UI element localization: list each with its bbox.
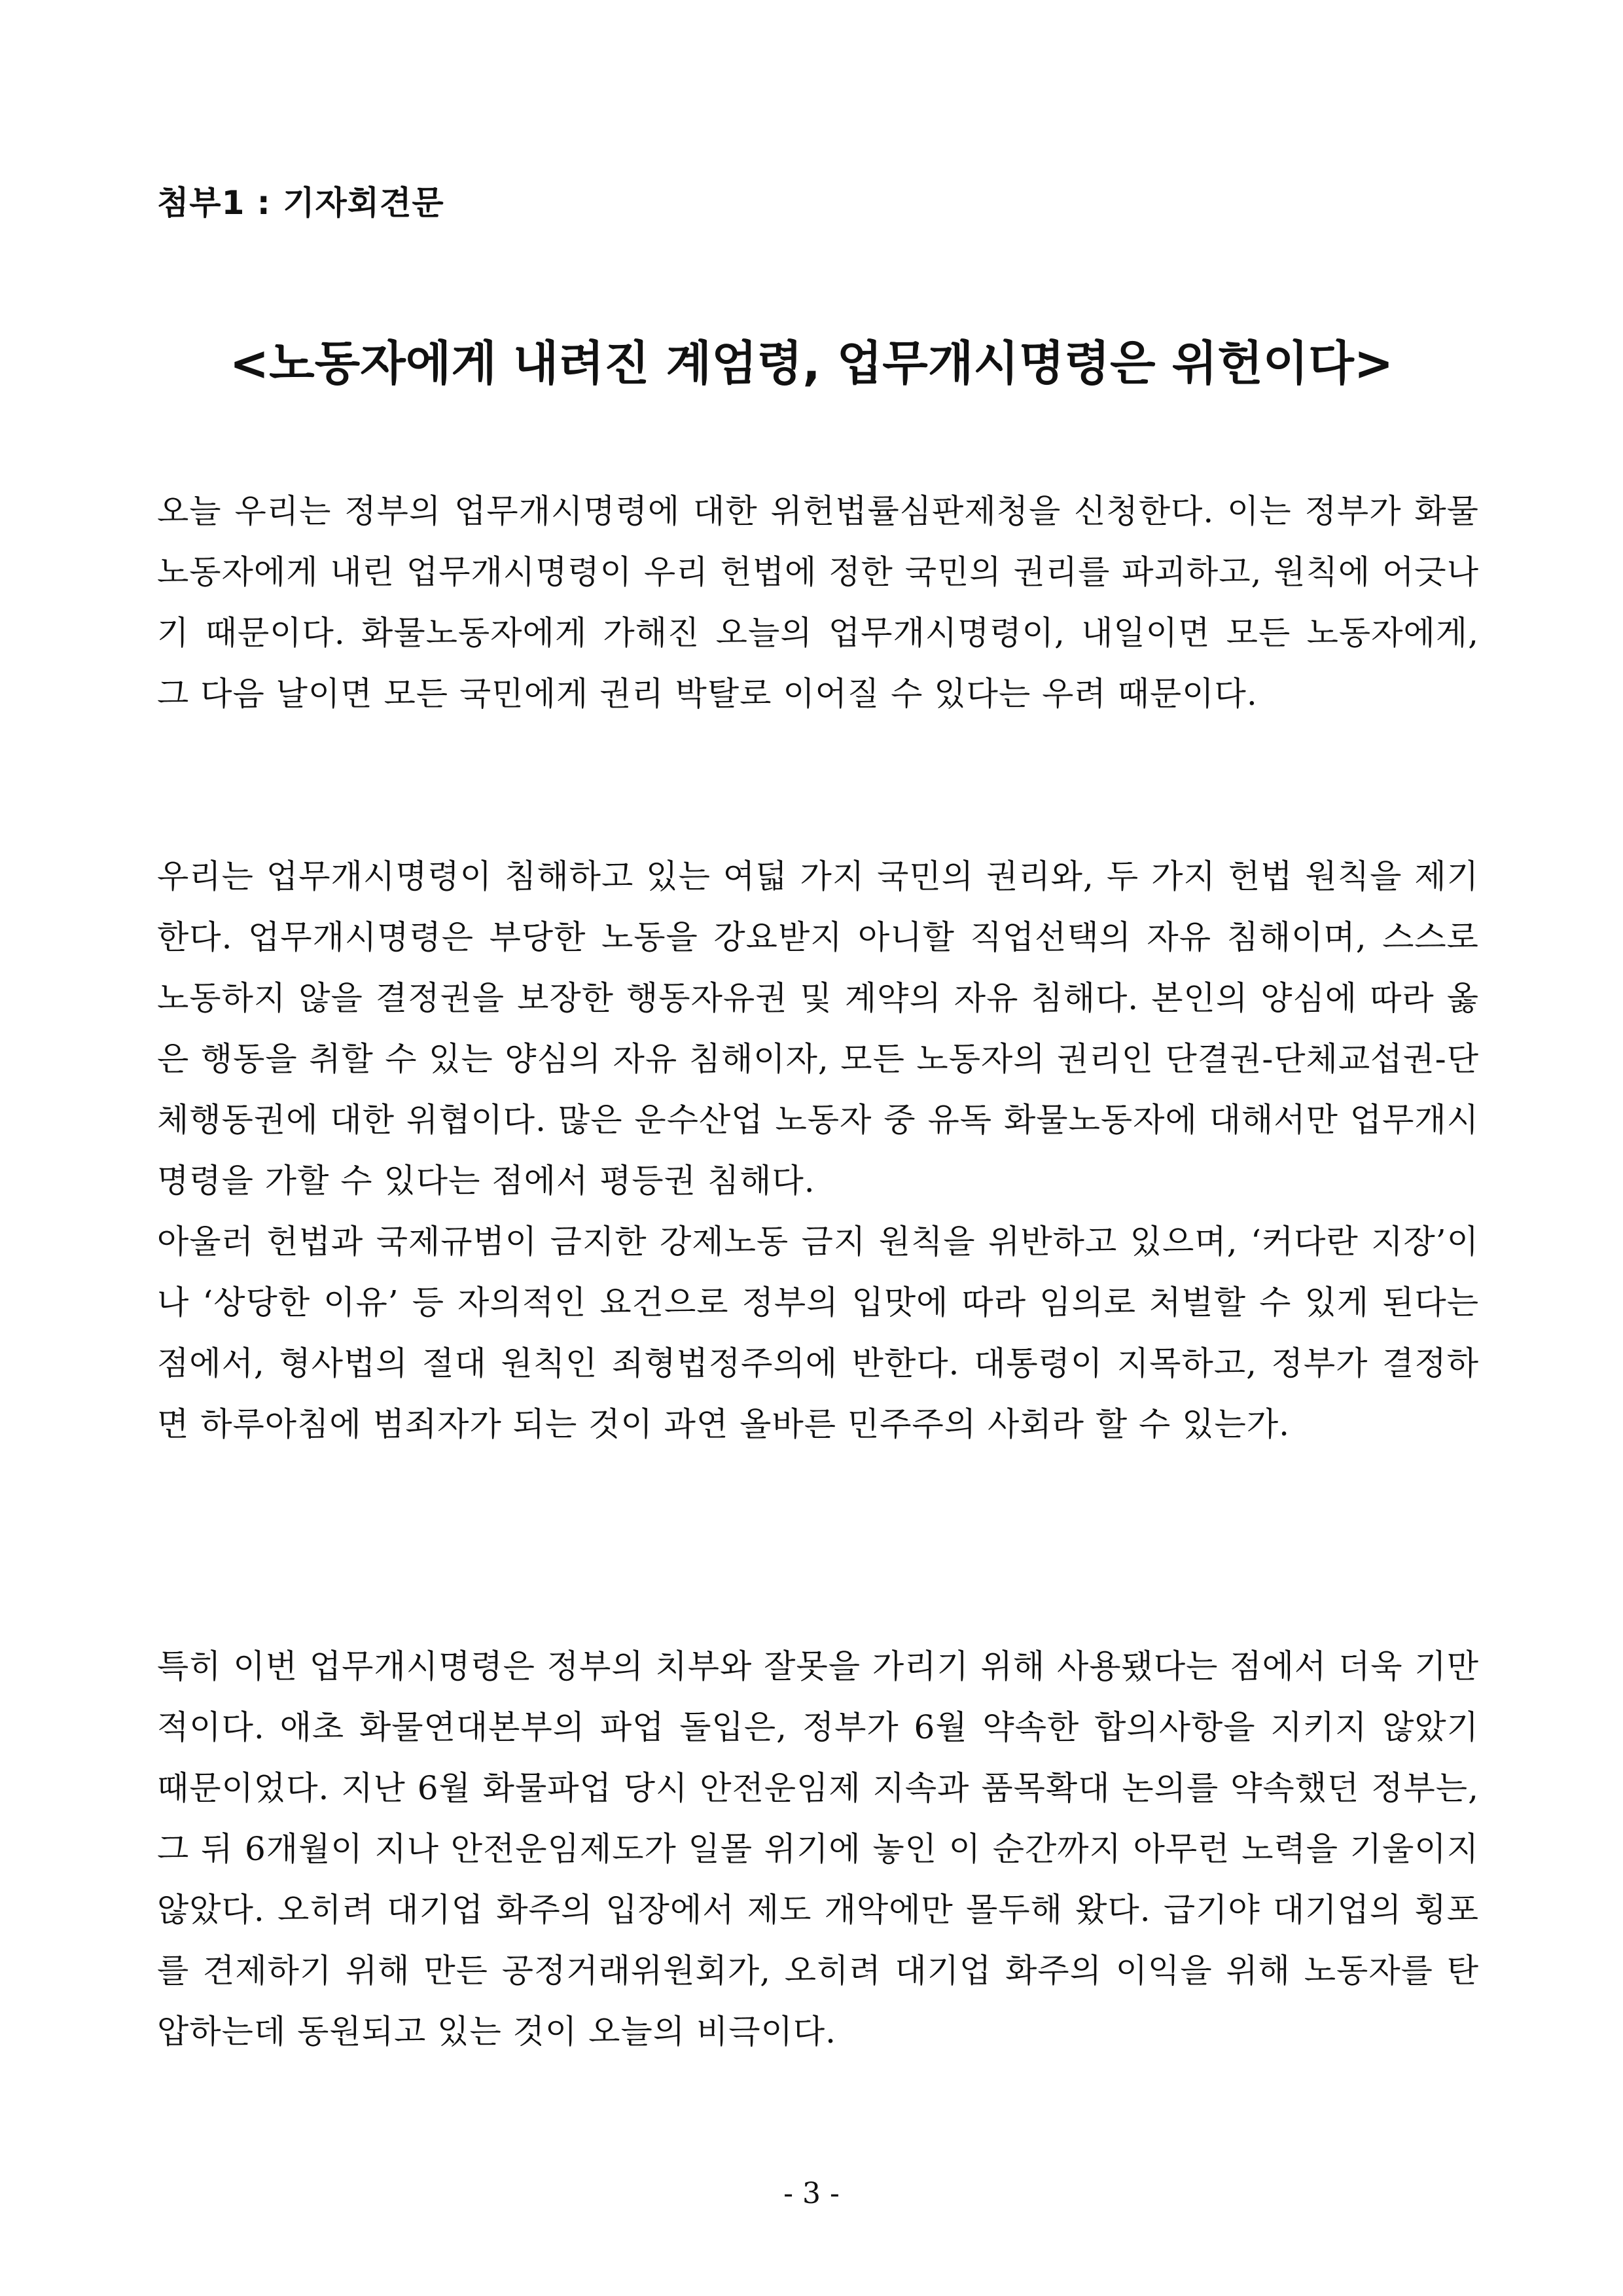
paragraph-4: 특히 이번 업무개시명령은 정부의 치부와 잘못을 가리기 위해 사용됐다는 점에서 더욱 기만적이다. 애초 화물연대본부의 파업 돌입은, 정부가 6월 약속한 합의사항을 지키지 않았기 때문이었다. 지난 6월 화물파업 당시 안전운임제 지속과 품목확대 논의를 약속했던 정부는, 그 뒤 6개월이 지나 안전운임제도가 일몰 위기에 놓인 이 순간까지 아무런 노력을 기울이지 않았다. 오히려 대기업 화주의 입장에서 제도 개악에만 몰두해 왔다. 급기야 대기업의 횡포를 견제하기 위해 만든 공정거래위원회가, 오히려 대기업 화주의 이익을 위해 노동자를 탄압하는데 동원되고 있는 것이 오늘의 비극이다. xyxy=(157,1647,1479,2051)
document-title: <노동자에게 내려진 계엄령, 업무개시명령은 위헌이다> xyxy=(229,336,1394,391)
document-body-3 xyxy=(157,1636,1479,2062)
document-body xyxy=(157,481,1479,725)
paragraph-1: 오늘 우리는 정부의 업무개시명령에 대한 위헌법률심판제청을 신청한다. 이는 정부가 화물노동자에게 내린 업무개시명령이 우리 헌법에 정한 국민의 권리를 파괴하고, 원칙에 어긋나기 때문이다. 화물노동자에게 가해진 오늘의 업무개시명령이, 내일이면 모든 노동자에게, 그 다음 날이면 모든 국민에게 권리 박탈로 이어질 수 있다는 우려 때문이다. xyxy=(157,492,1479,713)
document-body-2 xyxy=(157,846,1479,1455)
page-number: - 3 - xyxy=(783,2177,840,2210)
paragraph-2: 우리는 업무개시명령이 침해하고 있는 여덟 가지 국민의 권리와, 두 가지 헌법 원칙을 제기한다. 업무개시명령은 부당한 노동을 강요받지 아니할 직업선택의 자유 침해이며, 스스로 노동하지 않을 결정권을 보장한 행동자유권 및 계약의 자유 침해다. 본인의 양심에 따라 옳은 행동을 취할 수 있는 양심의 자유 침해이자, 모든 노동자의 권리인 단결권-단체교섭권-단체행동권에 대한 위협이다. 많은 운수산업 노동자 중 유독 화물노동자에 대해서만 업무개시명령을 가할 수 있다는 점에서 평등권 침해다. xyxy=(157,857,1479,1200)
paragraph-3: 아울러 헌법과 국제규범이 금지한 강제노동 금지 원칙을 위반하고 있으며, ‘커다란 지장’이나 ‘상당한 이유’ 등 자의적인 요건으로 정부의 입맛에 따라 임의로 처벌할 수 있게 된다는 점에서, 형사법의 절대 원칙인 죄형법정주의에 반한다. 대통령이 지목하고, 정부가 결정하면 하루아침에 범죄자가 되는 것이 과연 올바른 민주주의 사회라 할 수 있는가. xyxy=(157,1223,1479,1443)
attachment-label: 첨부1 : 기자회견문 xyxy=(157,184,444,222)
